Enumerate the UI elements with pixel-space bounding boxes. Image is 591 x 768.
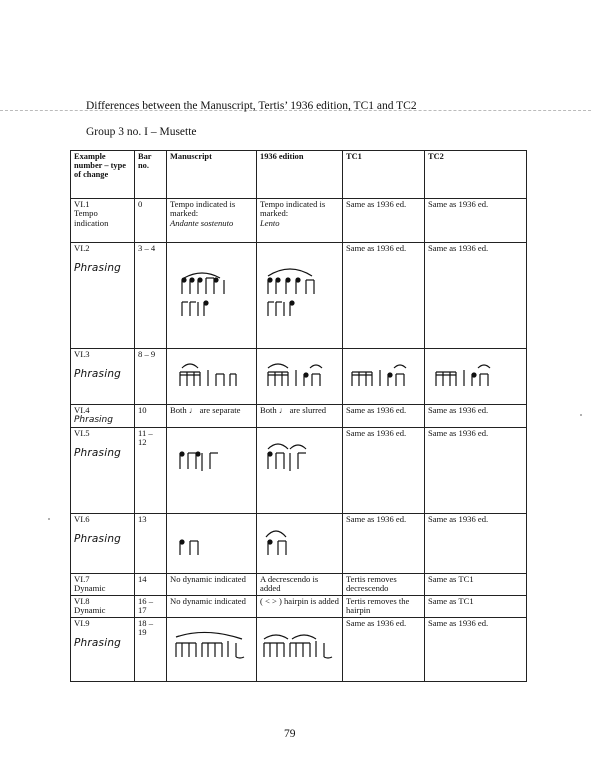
example-cell — [71, 428, 135, 514]
example-number: VI.6 — [74, 514, 90, 524]
scan-speck — [48, 518, 50, 520]
table-row — [71, 514, 527, 574]
tc2-cell: Same as 1936 ed. — [425, 405, 527, 428]
tc1-cell: Same as 1936 ed. — [343, 514, 425, 574]
header-tc1: TC1 — [343, 151, 425, 199]
manuscript-notation-cell — [167, 618, 257, 682]
example-cell — [71, 618, 135, 682]
header-bar: Bar no. — [135, 151, 167, 199]
change-type-handwritten: Phrasing — [74, 447, 122, 460]
tc1-cell: Same as 1936 ed. — [343, 199, 425, 243]
tc1-cell: Tertis removes decrescendo — [343, 574, 425, 596]
table-row — [71, 596, 527, 618]
scan-speck — [580, 414, 582, 416]
manuscript-notation-cell — [167, 428, 257, 514]
header-tc2: TC2 — [425, 151, 527, 199]
table-row — [71, 349, 527, 405]
music-notation-icon — [428, 356, 518, 392]
manuscript-notation-cell — [167, 349, 257, 405]
music-notation-icon — [170, 250, 250, 320]
music-notation-icon — [260, 250, 336, 320]
tc2-cell: Same as TC1 — [425, 574, 527, 596]
edition-cell: A decrescendo is added — [257, 574, 343, 596]
bar-cell: 8 – 9 — [135, 349, 167, 405]
manuscript-text: Tempo indicated is marked: — [170, 199, 236, 219]
music-notation-icon — [170, 521, 250, 561]
bar-cell: 11 – 12 — [135, 428, 167, 514]
edition-notation-cell — [257, 243, 343, 349]
example-number: VI.1 — [74, 199, 90, 209]
tc2-cell: Same as TC1 — [425, 596, 527, 618]
example-cell — [71, 349, 135, 405]
edition-cell: Both ♩ are slurred — [257, 405, 343, 428]
example-number: VI.8 — [74, 596, 90, 606]
music-notation-icon — [260, 356, 336, 392]
table-row — [71, 618, 527, 682]
edition-cell: ( < > ) hairpin is added — [257, 596, 343, 618]
example-cell — [71, 596, 135, 618]
table-row — [71, 574, 527, 596]
table-row — [71, 243, 527, 349]
tc2-cell: Same as 1936 ed. — [425, 243, 527, 349]
example-number: VI.4 — [74, 405, 90, 415]
manuscript-cell: No dynamic indicated — [167, 596, 257, 618]
change-type-handwritten: Phrasing — [74, 533, 122, 546]
table-row — [71, 199, 527, 243]
music-notation-icon — [260, 625, 336, 665]
tc1-notation-cell — [343, 349, 425, 405]
table-header-row — [71, 151, 527, 199]
change-type: Tempo indication — [74, 208, 109, 228]
manuscript-tempo: Andante sostenuto — [170, 217, 234, 228]
manuscript-notation-cell — [167, 514, 257, 574]
header-example: Example number – type of change — [71, 151, 135, 199]
header-manuscript: Manuscript — [167, 151, 257, 199]
edition-notation-cell — [257, 428, 343, 514]
tc2-cell: Same as 1936 ed. — [425, 514, 527, 574]
music-notation-icon — [170, 435, 250, 475]
example-cell — [71, 243, 135, 349]
table-row — [71, 428, 527, 514]
header-1936-edition: 1936 edition — [257, 151, 343, 199]
edition-notation-cell — [257, 514, 343, 574]
change-type: Dynamic — [74, 583, 106, 594]
change-type: Dynamic — [74, 605, 106, 616]
tc1-cell: Same as 1936 ed. — [343, 618, 425, 682]
example-cell — [71, 574, 135, 596]
tc1-cell: Same as 1936 ed. — [343, 428, 425, 514]
change-type-handwritten: Phrasing — [74, 262, 122, 275]
change-type-handwritten: Phrasing — [74, 368, 122, 381]
change-type-handwritten: Phrasing — [74, 637, 122, 650]
manuscript-cell: Both ♩ are separate — [167, 405, 257, 428]
tc2-cell: Same as 1936 ed. — [425, 428, 527, 514]
tc2-cell: Same as 1936 ed. — [425, 199, 527, 243]
bar-cell: 13 — [135, 514, 167, 574]
music-notation-icon — [260, 435, 336, 475]
document-title: Differences between the Manuscript, Tertis’ 1936 edition, TC1 and TC2 — [86, 100, 417, 112]
example-number: VI.3 — [74, 349, 90, 359]
example-cell — [71, 405, 135, 428]
bar-cell: 18 – 19 — [135, 618, 167, 682]
edition-tempo: Lento — [260, 217, 280, 228]
edition-text: Tempo indicated is marked: — [260, 199, 326, 219]
manuscript-cell: No dynamic indicated — [167, 574, 257, 596]
example-cell — [71, 199, 135, 243]
tc1-cell: Same as 1936 ed. — [343, 243, 425, 349]
document-subtitle: Group 3 no. I – Musette — [86, 126, 197, 138]
page-number: 79 — [284, 728, 296, 740]
change-type-handwritten: Phrasing — [74, 415, 113, 426]
tc2-cell: Same as 1936 ed. — [425, 618, 527, 682]
bar-cell: 10 — [135, 405, 167, 428]
bar-cell: 16 – 17 — [135, 596, 167, 618]
bar-cell: 14 — [135, 574, 167, 596]
bar-cell: 3 – 4 — [135, 243, 167, 349]
edition-notation-cell — [257, 349, 343, 405]
tc1-cell: Tertis removes the hairpin — [343, 596, 425, 618]
comparison-table — [70, 150, 527, 682]
music-notation-icon — [346, 356, 418, 392]
example-cell — [71, 514, 135, 574]
edition-notation-cell — [257, 618, 343, 682]
table-row — [71, 405, 527, 428]
example-number: VI.5 — [74, 428, 90, 438]
manuscript-notation-cell — [167, 243, 257, 349]
example-number: VI.2 — [74, 243, 90, 253]
music-notation-icon — [170, 356, 250, 392]
manuscript-cell — [167, 199, 257, 243]
music-notation-icon — [170, 625, 250, 665]
example-number: VI.9 — [74, 618, 90, 628]
example-number: VI.7 — [74, 574, 90, 584]
tc1-cell: Same as 1936 ed. — [343, 405, 425, 428]
edition-cell — [257, 199, 343, 243]
music-notation-icon — [260, 521, 336, 561]
bar-cell: 0 — [135, 199, 167, 243]
tc2-notation-cell — [425, 349, 527, 405]
